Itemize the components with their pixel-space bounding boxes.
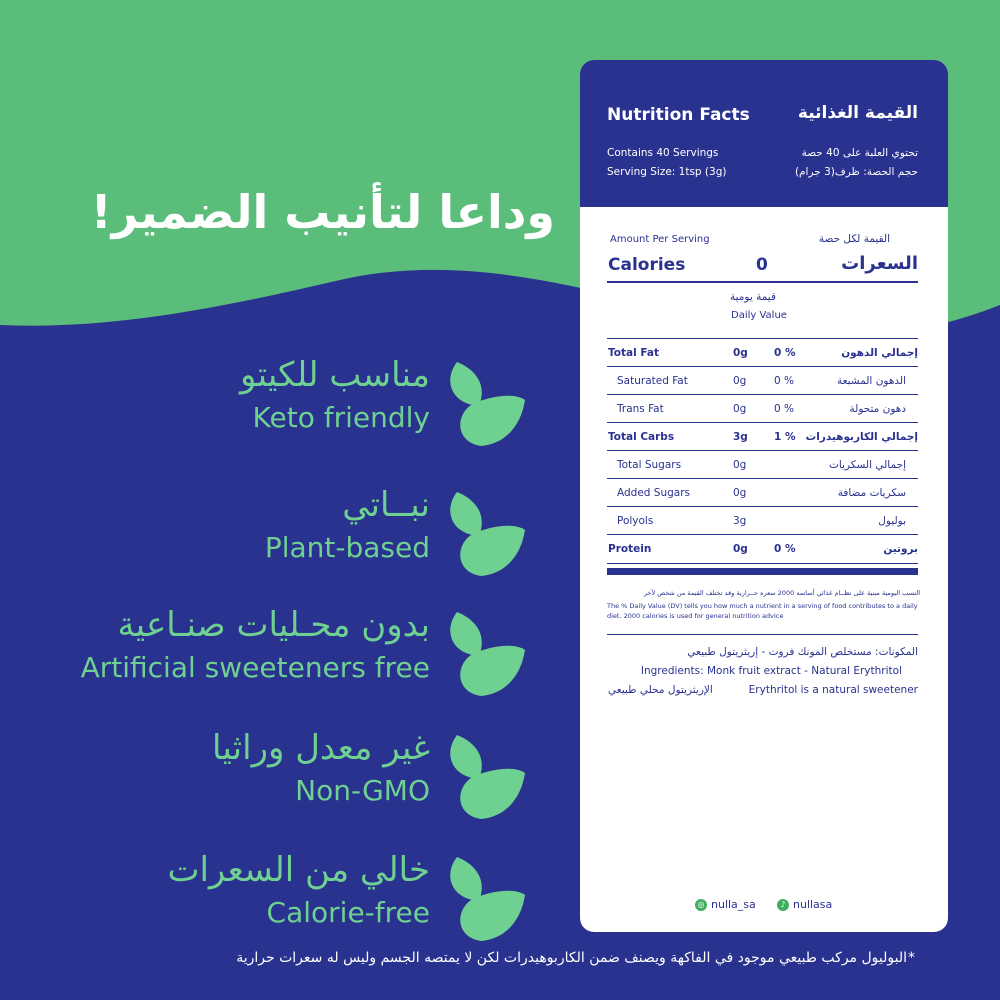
calories-label: Calories [608, 255, 686, 275]
leaf-icon [445, 360, 525, 450]
nutrition-facts-title-ar: القيمة الغذائية [797, 103, 918, 123]
bottom-note: البوليول مركب طبيعي موجود في الفاكهة ويصنف ضمن الكاربوهيدرات لكن لا يمتصه الجسم وليس له سعرات حرارية [236, 950, 907, 966]
serving-size: Serving Size: 1tsp (3g) [607, 166, 727, 178]
servings-count: Contains 40 Servings [607, 147, 719, 159]
leaf-icon [445, 490, 525, 580]
calories-label-ar: السعرات [841, 253, 918, 274]
thick-divider [607, 568, 918, 575]
nutrition-card [580, 60, 948, 932]
nutrient-row: Trans Fat 0g 0 % دهون متحولة [607, 394, 918, 423]
instagram-handle[interactable]: ◎ nulla_sa [695, 898, 756, 911]
feature-ar: خالي من السعرات [167, 850, 430, 890]
daily-value: Daily Value [731, 310, 787, 321]
leaf-icon [445, 855, 525, 945]
nutrient-row: Total Sugars 0g إجمالي السكريات [607, 450, 918, 479]
erythritol-en: Erythritol is a natural sweetener [748, 684, 918, 696]
feature-en: Artificial sweeteners free [80, 651, 430, 684]
ingredients-en: Ingredients: Monk fruit extract - Natural Erythritol [640, 665, 902, 677]
nutrient-row: Total Carbs 3g 1 % إجمالي الكاربوهيدرات [607, 422, 918, 451]
servings-count-ar: تحتوي العلبة على 40 حصة [801, 147, 918, 159]
asterisk: * [908, 950, 915, 966]
amount-per-serving: Amount Per Serving [610, 234, 710, 245]
amount-per-serving-ar: القيمة لكل حصة [818, 233, 890, 245]
feature-non-gmo [0, 728, 520, 838]
nutrition-facts-title: Nutrition Facts [607, 105, 750, 125]
nutrient-row: Added Sugars 0g سكريات مضافة [607, 478, 918, 507]
nutrient-row: Total Fat 0g 0 % إجمالي الدهون [607, 338, 918, 367]
card-header [580, 60, 948, 207]
footnote-ar: النسب اليومية مبنية على نظــام غذائي أساسه 2000 سعره حــرارية وقد تختلف القيمة من شخص لآخر [643, 589, 920, 597]
daily-value-ar: قيمة يومية [730, 291, 776, 303]
erythritol-ar: الإريثريتول محلي طبيعي [608, 684, 713, 696]
serving-size-ar: حجم الحصة: ظرف(3 جرام) [794, 166, 918, 178]
instagram-icon: ◎ [695, 899, 707, 911]
feature-calorie-free [0, 850, 520, 960]
divider [607, 281, 918, 283]
nutrient-row: Protein 0g 0 % بروتين [607, 534, 918, 564]
leaf-icon [445, 610, 525, 700]
feature-en: Plant-based [264, 531, 430, 564]
divider [607, 634, 918, 635]
leaf-icon [445, 733, 525, 823]
feature-en: Calorie-free [266, 896, 430, 929]
nutrient-row: Saturated Fat 0g 0 % الدهون المشبعة [607, 366, 918, 395]
feature-plant [0, 485, 520, 595]
feature-keto [0, 355, 520, 465]
feature-ar: غير معدل وراثيا [212, 728, 430, 768]
feature-en: Keto friendly [252, 401, 430, 434]
calories-value: 0 [756, 255, 768, 275]
feature-ar: نبــاتي [342, 485, 430, 525]
feature-ar: مناسب للكيتو [240, 355, 430, 395]
footnote-en: The % Daily Value (DV) tells you how much a nutrient in a serving of food contributes to a daily diet. 2000 calories is used for general nutrition advice [607, 602, 918, 620]
nutrient-row: Polyols 3g بوليول [607, 506, 918, 535]
tiktok-handle[interactable]: ♪ nullasa [777, 898, 832, 911]
feature-en: Non-GMO [295, 774, 430, 807]
tiktok-icon: ♪ [777, 899, 789, 911]
ingredients-ar: المكونات: مستخلص المونك فروت - إريثريتول طبيعي [687, 646, 918, 658]
feature-ar: بدون محـليات صنـاعية [117, 605, 430, 645]
feature-sweeteners [0, 605, 520, 715]
headline: وداعا لتأنيب الضمير! [90, 185, 555, 239]
